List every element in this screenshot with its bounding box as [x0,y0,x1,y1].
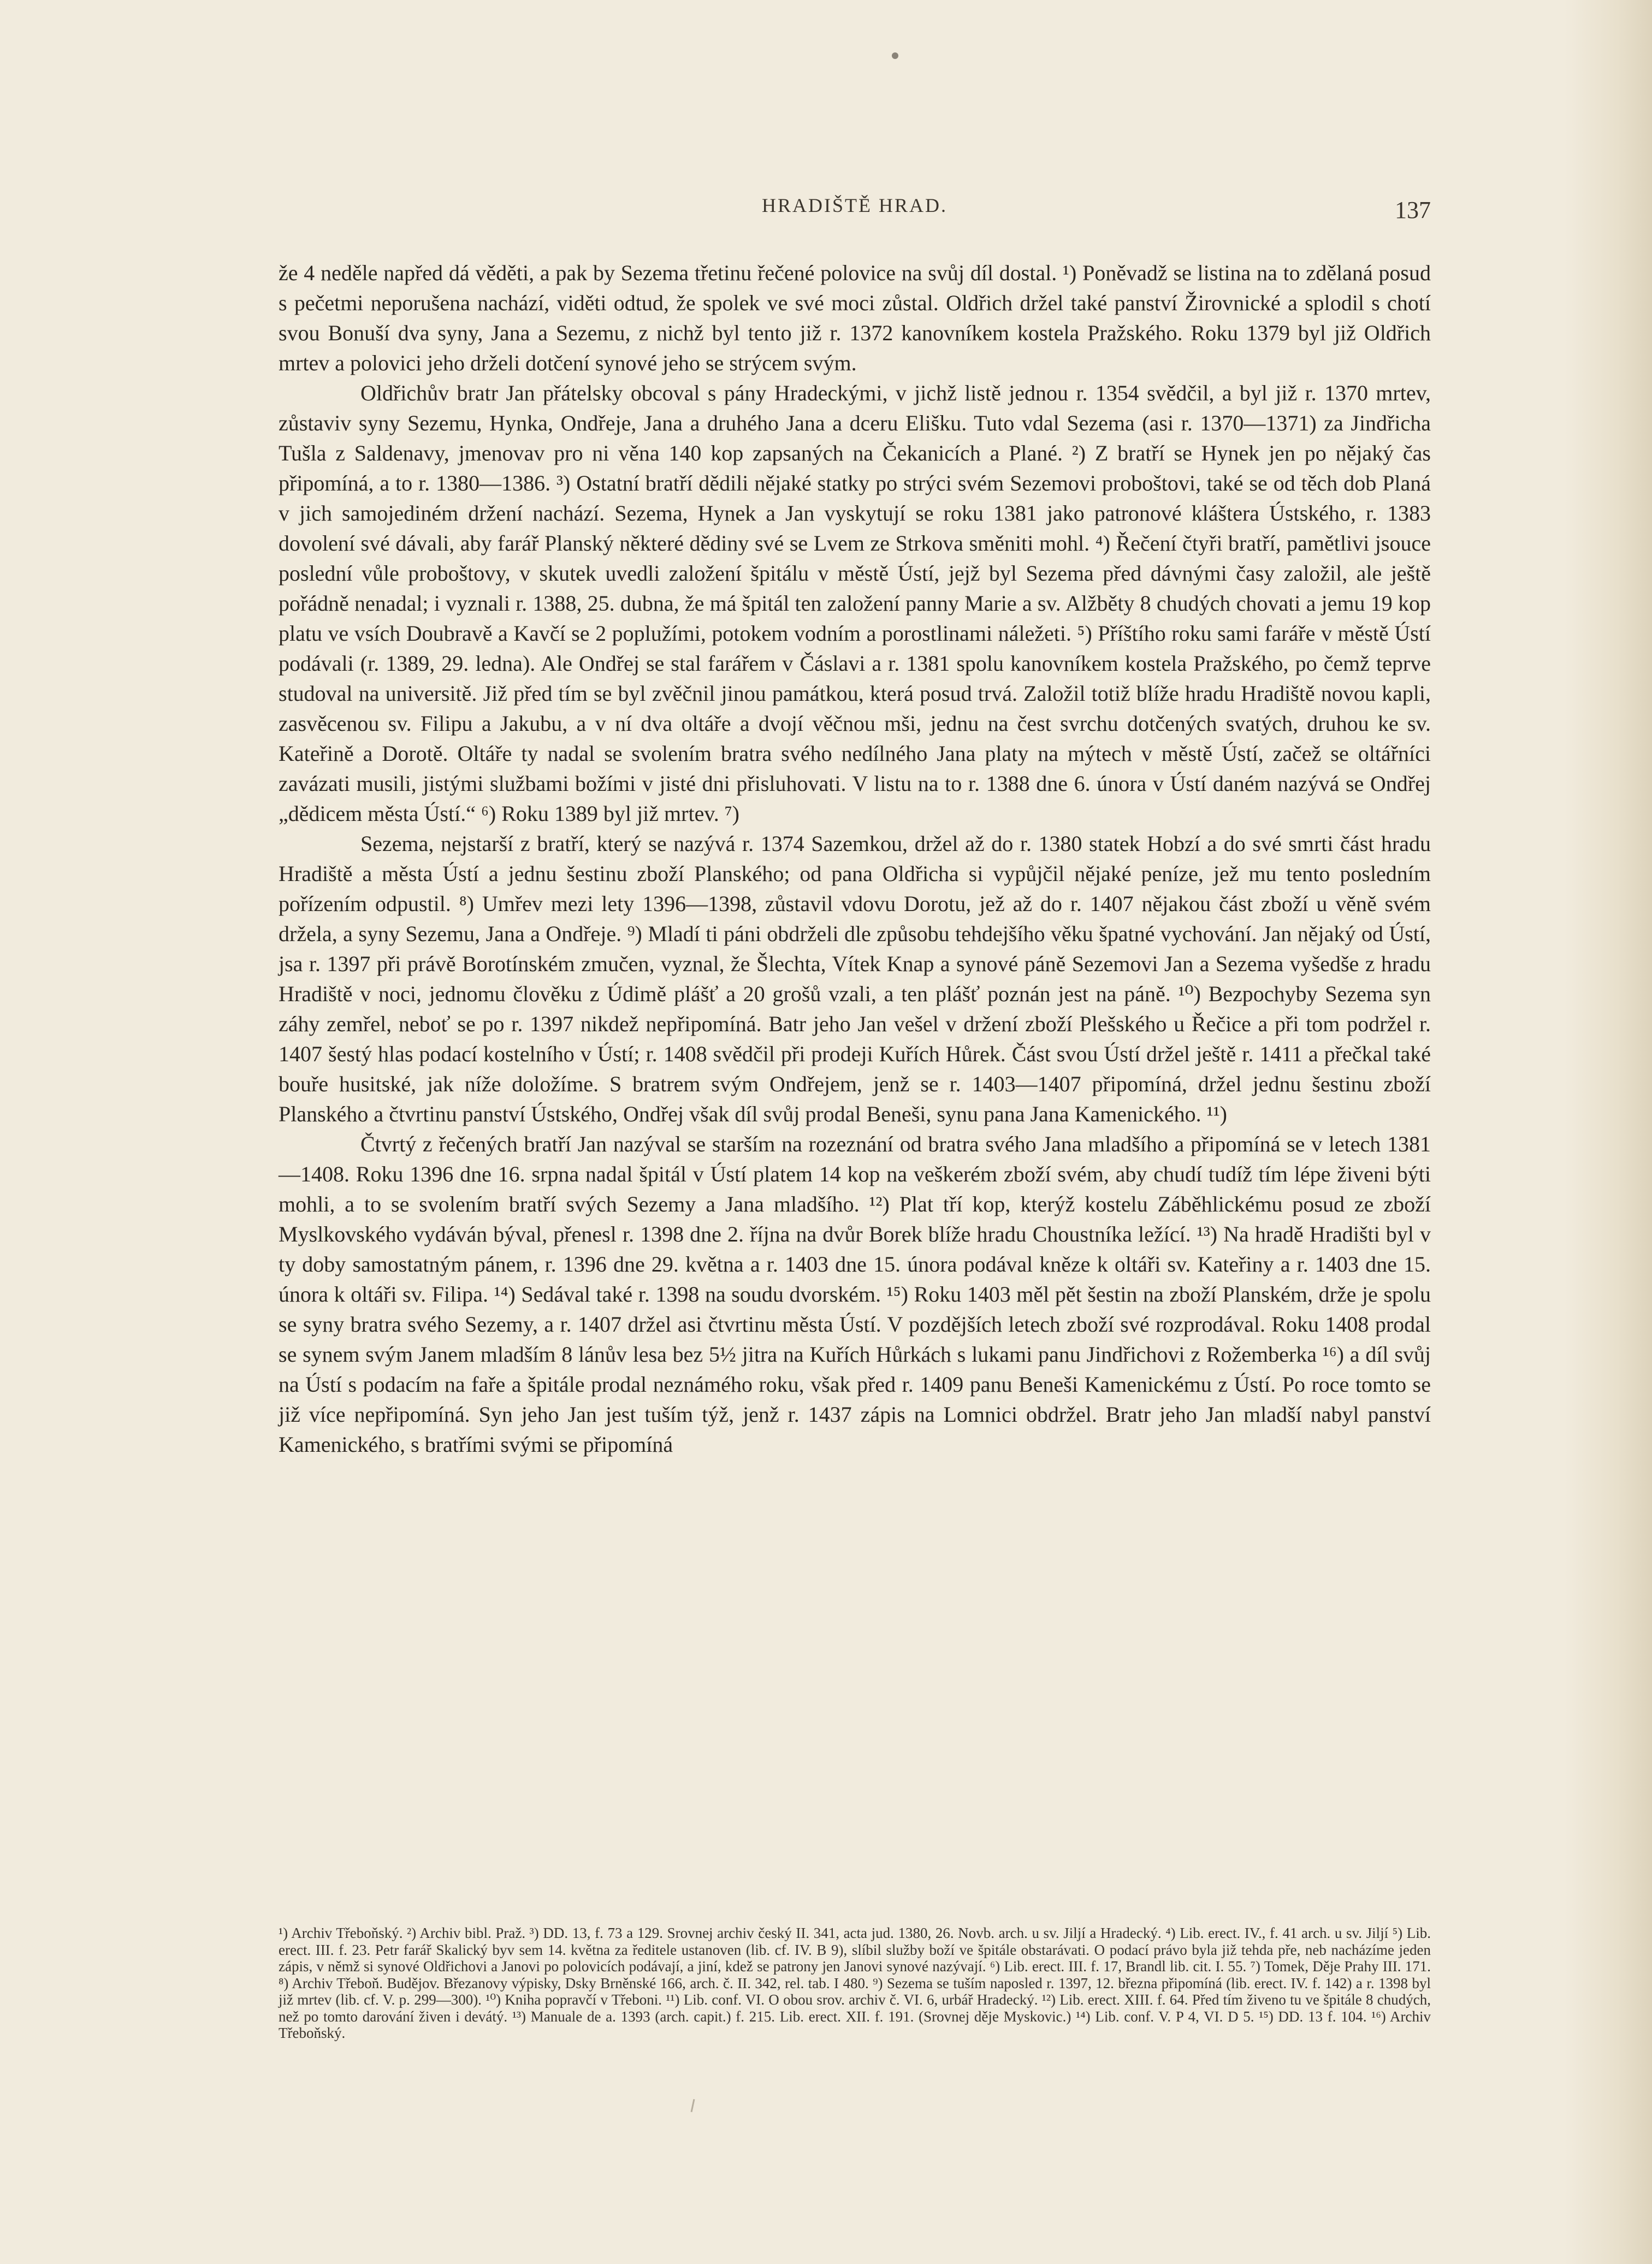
page-number: 137 [1395,197,1431,223]
footnote-text: ¹) Archiv Třeboňský. ²) Archiv bibl. Praž. ³) DD. 13, f. 73 a 129. Srovnej archiv český II. 341, acta jud. 1380, 26. Novb. arch. u sv. Jiljí a Hradecký. ⁴) Lib. erect. IV., f. 41 arch. u sv. Jiljí ⁵) Lib. erect. III. f. 23. Petr farář Skalický byv sem 14. května za ředitele ustanoven (lib. cf. IV. B 9), slíbil služby boží ve špitále obstarávati. O podací právo byla již tehda pře, neb nacházíme jeden zápis, v němž si synové Oldřichovi a Janovi po polovicích podávají, a jiní, kdež se patrony jen Janovi synové nazývají. ⁶) Lib. erect. III. f. 17, Brandl lib. cit. I. 55. ⁷) Tomek, Děje Prahy III. 171. ⁸) Archiv Třeboň. Budějov. Březanovy výpisky, Dsky Brněnské 166, arch. č. II. 342, rel. tab. I 480. ⁹) Sezema se tuším naposled r. 1397, 12. března připomíná (lib. erect. IV. f. 142) a r. 1398 byl již mrtev (lib. cf. V. p. 299—300). ¹⁰) Kniha popravčí v Třeboni. ¹¹) Lib. conf. VI. O obou srov. archiv č. VI. 6, urbář Hradecký. ¹²) Lib. erect. XIII. f. 64. Před tím živeno tu ve špitále 8 chudých, než po tomto darování živen i devátý. ¹³) Manuale de a. 1393 (arch. capit.) f. 215. Lib. erect. XII. f. 191. (Srovnej děje Myskovic.) ¹⁴) Lib. conf. V. P 4, VI. D 5. ¹⁵) DD. 13 f. 104. ¹⁶) Archiv Třeboňský. [279,1925,1431,2041]
paragraph-4: Čtvrtý z řečených bratří Jan nazýval se starším na rozeznání od bratra svého Jana mladšího a připomíná se v letech 1381—1408. Roku 1396 dne 16. srpna nadal špitál v Ústí platem 14 kop na veškerém zboží svém, aby chudí tudíž tím lépe živeni býti mohli, a to se svolením bratří svých Sezemy a Jana mladšího. ¹²) Plat tří kop, kterýž kostelu Záběhlickému posud ze zboží Myslkovského vydáván býval, přenesl r. 1398 dne 2. října na dvůr Borek blíže hradu Choustníka ležící. ¹³) Na hradě Hradišti byl v ty doby samostatným pánem, r. 1396 dne 29. května a r. 1403 dne 15. února podával kněze k oltáři sv. Kateřiny a r. 1403 dne 15. února k oltáři sv. Filipa. ¹⁴) Sedával také r. 1398 na soudu dvorském. ¹⁵) Roku 1403 měl pět šestin na zboží Planském, drže je spolu se syny bratra svého Sezemy, a r. 1407 držel asi čtvrtinu města Ústí. V pozdějších letech zboží své rozprodával. Roku 1408 prodal se synem svým Janem mladším 8 lánův lesa bez 5½ jitra na Kuřích Hůrkách s lukami panu Jindřichovi z Rožemberka ¹⁶) a díl svůj na Ústí s podacím na faře a špitále prodal neznámého roku, však před r. 1409 panu Beneši Kamenickému z Ústí. Po roce tomto se již více nepřipomíná. Syn jeho Jan jest tuším týž, jenž r. 1437 zápis na Lomnici obdržel. Bratr jeho Jan mladší nabyl panství Kamenického, s bratřími svými se připomíná [279,1132,1431,1457]
page-edge-shadow [1565,0,1652,2264]
paragraph-2: Oldřichův bratr Jan přátelsky obcoval s pány Hradeckými, v jichž listě jednou r. 1354 svědčil, a byl již r. 1370 mrtev, zůstaviv syny Sezemu, Hynka, Ondřeje, Jana a druhého Jana a dceru Elišku. Tuto vdal Sezema (asi r. 1370—1371) za Jindřicha Tušla z Saldenavy, jmenovav pro ni věna 140 kop zapsaných na Čekanicích a Plané. ²) Z bratří se Hynek jen po nějaký čas připomíná, a to r. 1380—1386. ³) Ostatní bratří dědili nějaké statky po strýci svém Sezemovi proboštovi, také se od těch dob Planá v jich samojediném držení nachází. Sezema, Hynek a Jan vyskytují se roku 1381 jako patronové kláštera Ústského, r. 1383 dovolení své dávali, aby farář Planský některé dědiny své se Lvem ze Strkova směniti mohl. ⁴) Řečení čtyři bratří, pamětlivi jsouce poslední vůle proboštovy, v skutek uvedli založení špitálu v městě Ústí, jejž byl Sezema před dávnými časy založil, ale ještě pořádně nenadal; i vyznali r. 1388, 25. dubna, že má špitál ten založení panny Marie a sv. Alžběty 8 chudých chovati a jemu 19 kop platu ve vsích Doubravě a Kavčí se 2 poplužími, potokem vodním a porostlinami náležeti. ⁵) Příštího roku sami faráře v městě Ústí podávali (r. 1389, 29. ledna). Ale Ondřej se stal farářem v Čáslavi a r. 1381 spolu kanovníkem kostela Pražského, po čemž teprve studoval na universitě. Již před tím se byl zvěčnil jinou památkou, která posud trvá. Založil totiž blíže hradu Hradiště novou kapli, zasvěcenou sv. Filipu a Jakubu, a v ní dva oltáře a dvojí věčnou mši, jednu na čest svrchu dotčených svatých, druhou ke sv. Kateřině a Dorotě. Oltáře ty nadal se svolením bratra svého nedílného Jana platy na mýtech v městě Ústí, začež se oltářníci zavázati musili, jistými službami božími v jisté dni přisluhovati. V listu na to r. 1388 dne 6. února v Ústí daném nazývá se Ondřej „dědicem města Ústí.“ ⁶) Roku 1389 byl již mrtev. ⁷) [279,381,1431,826]
paragraph-1: že 4 neděle napřed dá věděti, a pak by Sezema třetinu řečené polovice na svůj díl dostal. ¹) Poněvadž se listina na to zdělaná posud s pečetmi neporušena nachází, viděti odtud, že spolek ve své moci zůstal. Oldřich držel také panství Žirovnické a splodil s chotí svou Bonuší dva syny, Jana a Sezemu, z nichž byl tento již r. 1372 kanovníkem kostela Pražského. Roku 1379 byl již Oldřich mrtev a polovici jeho drželi dotčení synové jeho se strýcem svým. [279,261,1431,375]
paragraph-3: Sezema, nejstarší z bratří, který se nazývá r. 1374 Sazemkou, držel až do r. 1380 statek Hobzí a do své smrti část hradu Hradiště a města Ústí a jednu šestinu zboží Planského; od pana Oldřicha si vypůjčil nějaké peníze, jež mu tento posledním pořízením odpustil. ⁸) Umřev mezi lety 1396—1398, zůstavil vdovu Dorotu, jež až do r. 1407 nějakou část zboží u věně svém držela, a syny Sezemu, Jana a Ondřeje. ⁹) Mladí ti páni obdrželi dle způsobu tehdejšího věku špatné vychování. Jan nějaký od Ústí, jsa r. 1397 při právě Borotínském zmučen, vyznal, že Šlechta, Vítek Knap a synové páně Sezemovi Jan a Sezema vyšedše z hradu Hradiště v noci, jednomu člověku z Údimě plášť a 20 grošů vzali, a ten plášť poznán jest na páně. ¹⁰) Bezpochyby Sezema syn záhy zemřel, neboť se po r. 1397 nikdež nepřipomíná. Batr jeho Jan vešel v držení zboží Plešského u Řečice a při tom podržel r. 1407 šestý hlas podací kostelního v Ústí; r. 1408 svědčil při prodeji Kuřích Hůrek. Část svou Ústí držel ještě r. 1411 a přečkal také bouře husitské, jak níže doložíme. S bratrem svým Ondřejem, jenž se r. 1403—1407 připomíná, držel jednu šestinu zboží Planského a čtvrtinu panství Ústského, Ondřej však díl svůj prodal Beneši, synu pana Jana Kamenického. ¹¹) [279,831,1431,1126]
main-text [279,258,1431,1459]
footnotes [279,1925,1431,2042]
pencil-mark [691,2099,695,2112]
page-header [279,194,1431,232]
ink-speck [892,52,898,59]
running-title: HRADIŠTĚ HRAD. [761,194,948,216]
